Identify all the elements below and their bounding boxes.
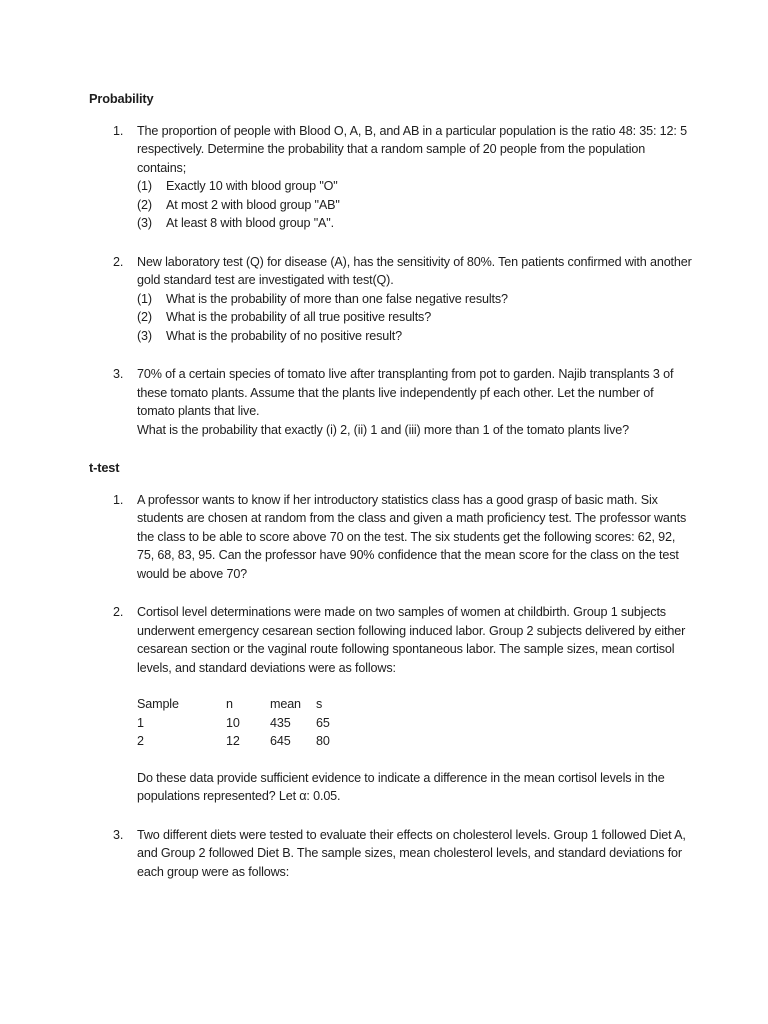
table-header-cell: n	[226, 697, 233, 711]
table-header-row	[137, 695, 356, 714]
question-text: 70% of a certain species of tomato live after transplanting from pot to garden. Najib transplants 3 of these tomato plants. Assume that the plants live independently pf each other. Let the number of tomato plants that live.	[137, 367, 674, 418]
question-item-probability-2	[113, 253, 693, 346]
table-cell: 65	[316, 715, 330, 730]
question-number: 3.	[113, 367, 124, 381]
question-text: Cortisol level determinations were made on two samples of women at childbirth. Group 1 subjects underwent emergency cesarean section following induced labor. Group 2 subjects delivered by either cesarean section or the vaginal route following spontaneous labor. The sample sizes, mean cortisol levels, and standard deviations were as follows:	[137, 605, 686, 675]
table-cell: 435	[270, 715, 291, 730]
question-number: 1.	[113, 492, 124, 507]
table-cell: 1	[137, 715, 144, 730]
table-cell: 2	[137, 734, 144, 748]
sub-question	[137, 327, 693, 346]
question-number: 2.	[113, 254, 124, 269]
question-text: Two different diets were tested to evaluate their effects on cholesterol levels. Group 1 followed Diet A, and Group 2 followed Diet B. The sample sizes, mean cholesterol levels, and standard deviations for each group were as follows:	[137, 827, 686, 879]
question-text: New laboratory test (Q) for disease (A), has the sensitivity of 80%. Ten patients confirmed with another gold standard test are investigated with test(Q).	[137, 254, 692, 287]
table-row	[137, 714, 356, 733]
table-cell: 12	[226, 734, 240, 748]
sub-question-marker: (3)	[137, 216, 152, 230]
question-body	[137, 365, 693, 439]
question-item-ttest-3	[113, 826, 693, 882]
question-body	[137, 491, 693, 584]
cortisol-stats-table	[137, 695, 356, 751]
table-cell: 80	[316, 734, 330, 748]
question-number: 2.	[113, 605, 124, 619]
sub-question-marker: (2)	[137, 310, 152, 324]
table-row	[137, 732, 356, 751]
sub-question-marker: (1)	[137, 291, 152, 306]
question-body	[137, 603, 693, 806]
question-text-continued: What is the probability that exactly (i) 2, (ii) 1 and (iii) more than 1 of the tomato plants live?	[137, 422, 629, 437]
question-text: A professor wants to know if her introductory statistics class has a good grasp of basic math. Six students are chosen at random from the class and given a math proficiency test. The professor wants the class to be able to score above 70 on the test. The six students get the following scores: 62, 92, 75, 68, 83, 95. Can the professor have 90% confidence that the mean score for the class on the test would be above 70?	[137, 492, 687, 581]
question-number: 3.	[113, 827, 124, 842]
section-heading-probability: Probability	[89, 91, 154, 106]
question-item-ttest-2	[113, 603, 693, 806]
table-cell: 10	[226, 715, 240, 730]
sub-question	[137, 196, 693, 215]
question-body	[137, 826, 693, 882]
sub-question	[137, 177, 693, 196]
sub-question-marker: (2)	[137, 197, 152, 212]
table-header-cell: mean	[270, 697, 301, 711]
sub-question-text: Exactly 10 with blood group "O"	[166, 179, 338, 193]
sub-question-marker: (3)	[137, 328, 152, 343]
sub-question-text: At least 8 with blood group "A".	[166, 216, 334, 230]
section-heading-t-test: t-test	[89, 460, 120, 475]
sub-question-text: At most 2 with blood group "AB"	[166, 197, 340, 212]
table-header-cell: Sample	[137, 697, 179, 711]
question-item-ttest-1	[113, 491, 693, 584]
question-number: 1.	[113, 123, 124, 138]
sub-question-text: What is the probability of more than one false negative results?	[166, 291, 508, 306]
question-item-probability-3	[113, 365, 693, 439]
sub-question	[137, 290, 693, 309]
sub-question	[137, 214, 693, 233]
sub-question-text: What is the probability of no positive result?	[166, 328, 403, 343]
sub-question-text: What is the probability of all true positive results?	[166, 310, 432, 324]
table-header-cell: s	[316, 697, 323, 711]
sub-question-marker: (1)	[137, 179, 152, 193]
question-item-probability-1	[113, 122, 693, 233]
question-text: The proportion of people with Blood O, A, B, and AB in a particular population is the ratio 48: 35: 12: 5 respectively. Determine the probability that a random sample of 20 people from the population contains;	[137, 123, 687, 175]
question-body	[137, 122, 693, 233]
question-body	[137, 253, 693, 346]
sub-question	[137, 308, 693, 327]
question-followup-text: Do these data provide sufficient evidence to indicate a difference in the mean cortisol levels in the populations represented? Let α: 0.05.	[137, 770, 665, 803]
table-cell: 645	[270, 734, 291, 748]
